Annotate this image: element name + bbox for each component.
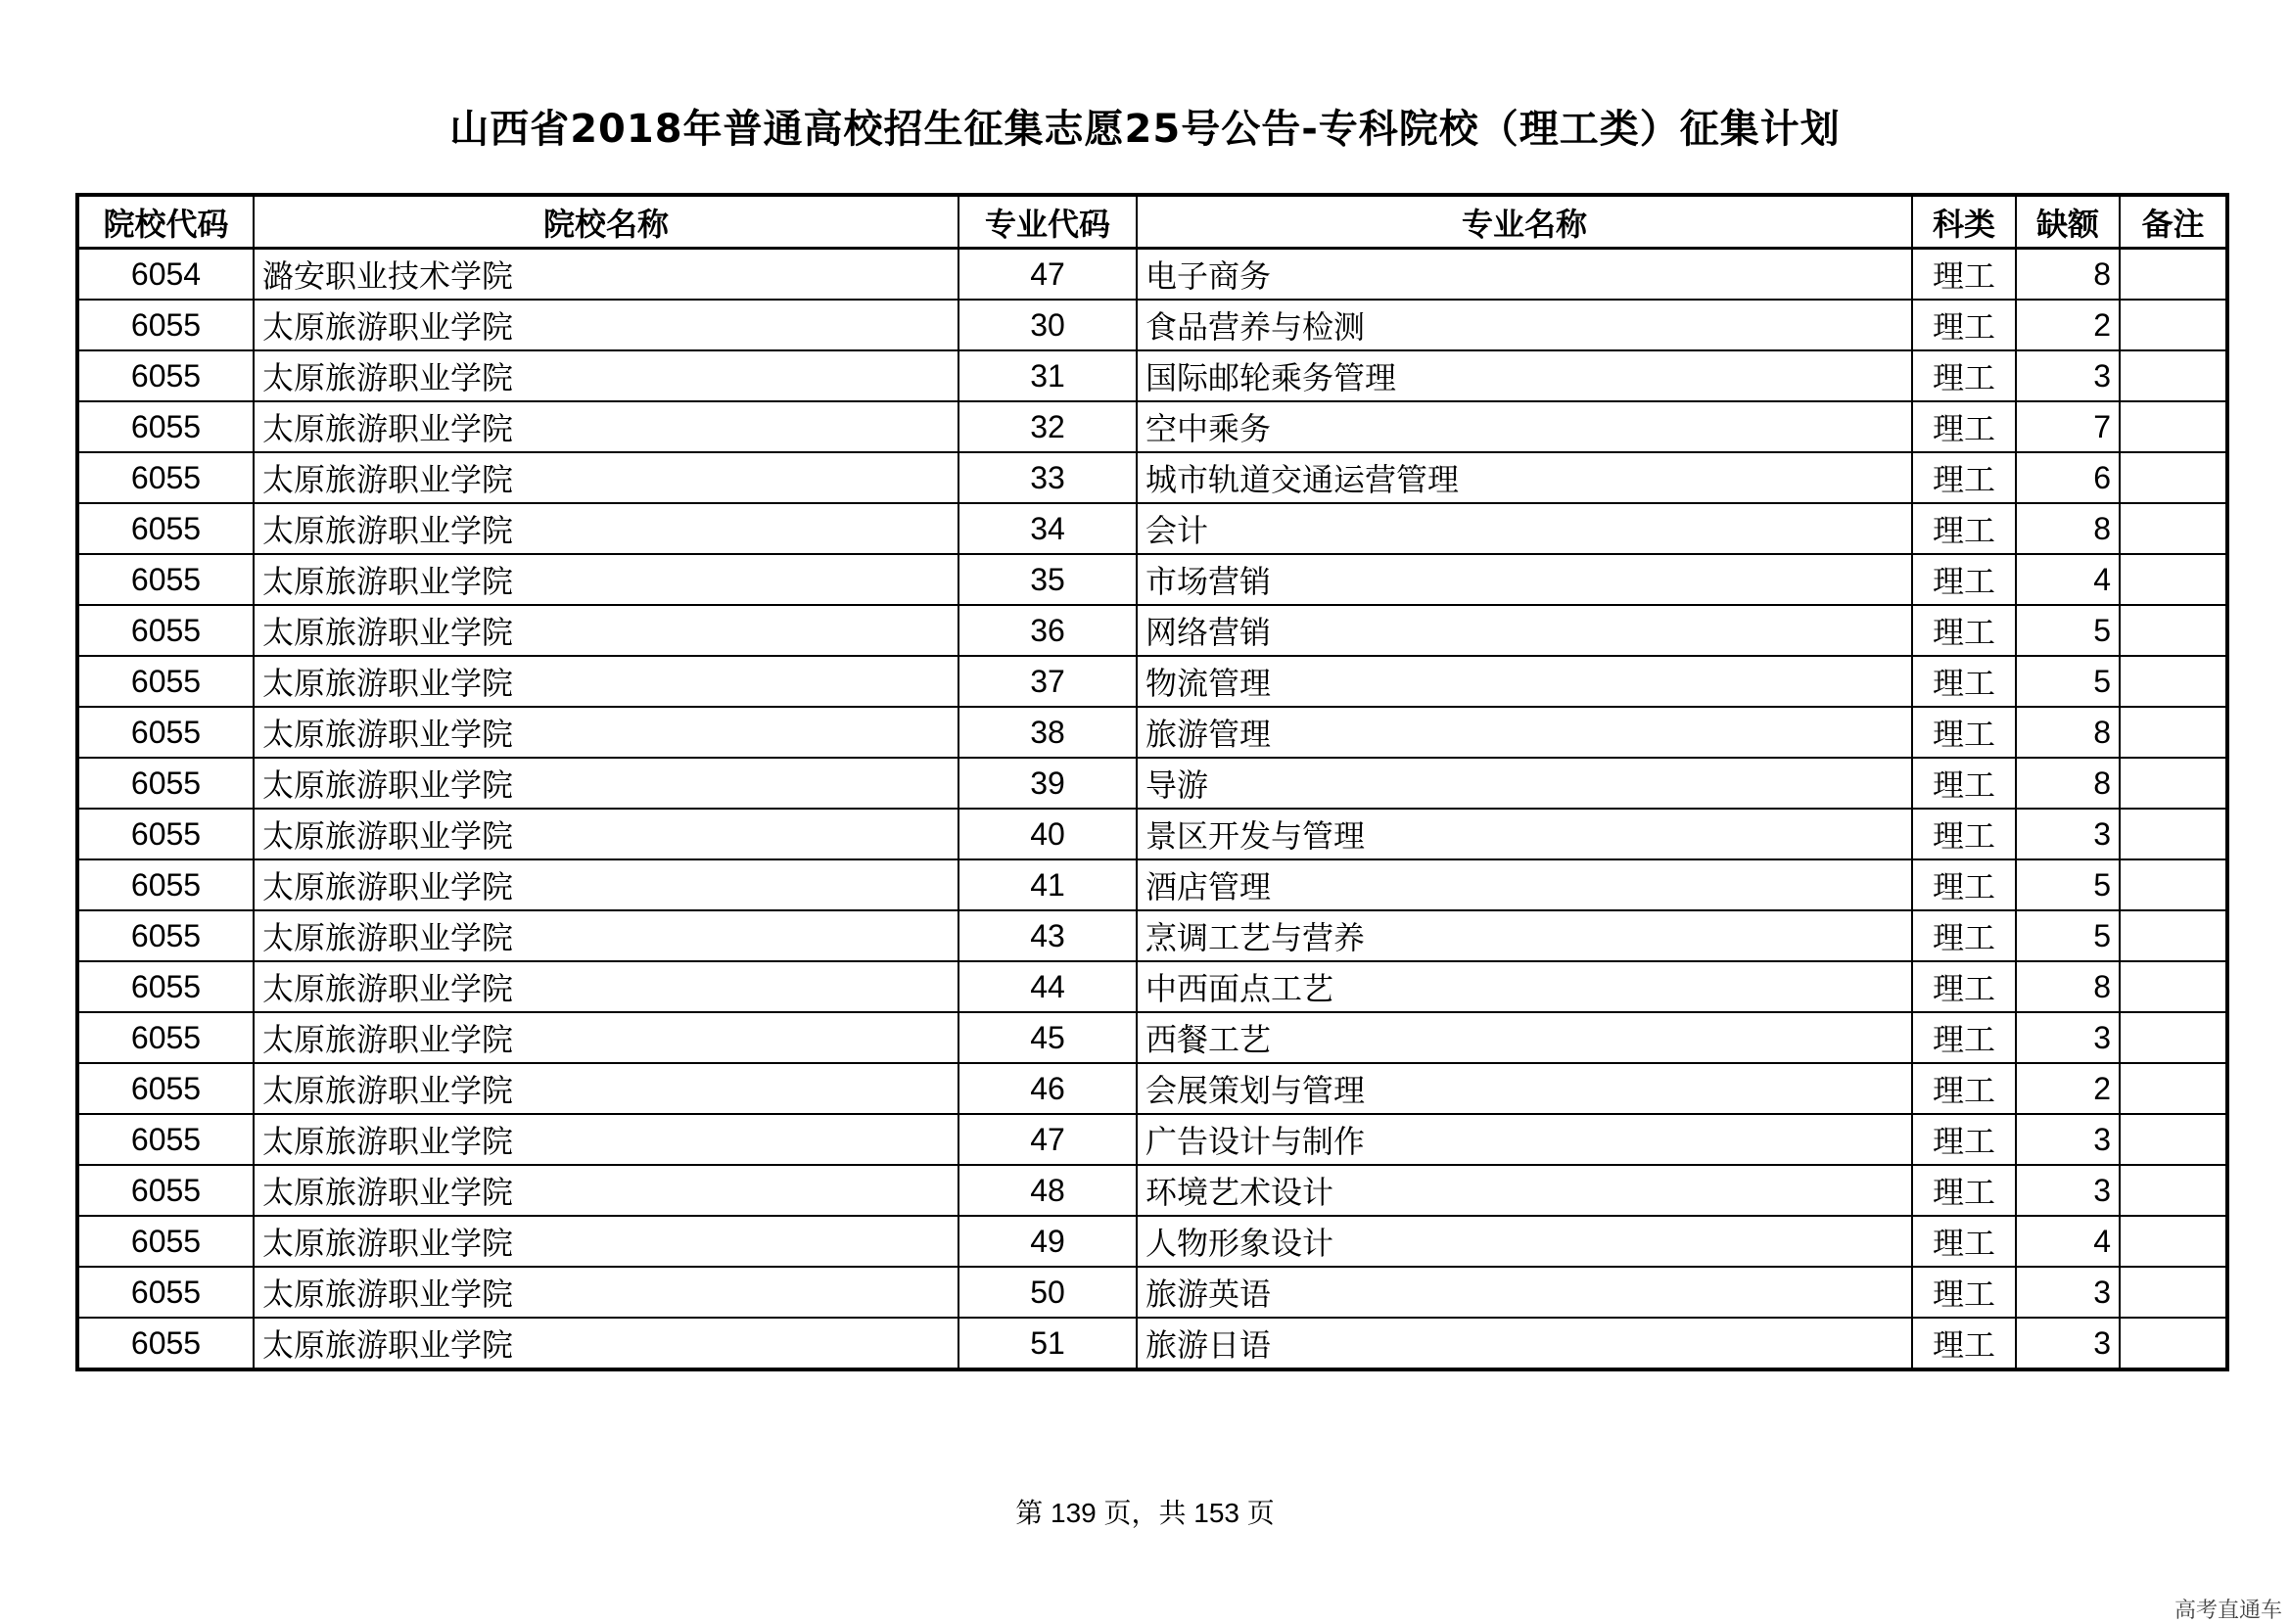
cell-major-name: 旅游管理 <box>1137 707 1912 758</box>
cell-category: 理工 <box>1912 554 2016 605</box>
cell-major-code: 49 <box>958 1216 1137 1267</box>
cell-vacancy: 2 <box>2016 1063 2120 1114</box>
cell-major-name: 会展策划与管理 <box>1137 1063 1912 1114</box>
cell-remark <box>2120 961 2227 1012</box>
cell-remark <box>2120 910 2227 961</box>
header-school-code: 院校代码 <box>77 195 254 249</box>
cell-major-name: 电子商务 <box>1137 249 1912 301</box>
cell-category: 理工 <box>1912 1318 2016 1369</box>
cell-vacancy: 5 <box>2016 605 2120 656</box>
cell-school-name: 太原旅游职业学院 <box>254 1318 958 1369</box>
cell-school-code: 6054 <box>77 249 254 301</box>
cell-remark <box>2120 554 2227 605</box>
table-row <box>77 401 2227 452</box>
cell-remark <box>2120 859 2227 910</box>
cell-major-code: 34 <box>958 503 1137 554</box>
cell-major-code: 45 <box>958 1012 1137 1063</box>
cell-remark <box>2120 1114 2227 1165</box>
cell-category: 理工 <box>1912 707 2016 758</box>
table-row <box>77 300 2227 350</box>
cell-category: 理工 <box>1912 1267 2016 1318</box>
cell-school-code: 6055 <box>77 758 254 809</box>
cell-category: 理工 <box>1912 1165 2016 1216</box>
cell-major-name: 酒店管理 <box>1137 859 1912 910</box>
cell-category: 理工 <box>1912 758 2016 809</box>
cell-major-name: 景区开发与管理 <box>1137 809 1912 859</box>
cell-vacancy: 5 <box>2016 656 2120 707</box>
cell-major-code: 38 <box>958 707 1137 758</box>
cell-vacancy: 6 <box>2016 452 2120 503</box>
cell-school-code: 6055 <box>77 656 254 707</box>
cell-school-code: 6055 <box>77 1165 254 1216</box>
cell-major-code: 48 <box>958 1165 1137 1216</box>
cell-category: 理工 <box>1912 910 2016 961</box>
cell-vacancy: 8 <box>2016 503 2120 554</box>
table-row <box>77 503 2227 554</box>
cell-school-name: 潞安职业技术学院 <box>254 249 958 301</box>
table-row <box>77 452 2227 503</box>
header-category: 科类 <box>1912 195 2016 249</box>
cell-school-code: 6055 <box>77 910 254 961</box>
cell-vacancy: 3 <box>2016 1318 2120 1369</box>
cell-school-code: 6055 <box>77 961 254 1012</box>
cell-vacancy: 3 <box>2016 1012 2120 1063</box>
watermark: 高考直通车 <box>2173 1599 2282 1623</box>
cell-major-name: 人物形象设计 <box>1137 1216 1912 1267</box>
cell-remark <box>2120 758 2227 809</box>
cell-vacancy: 5 <box>2016 859 2120 910</box>
cell-school-code: 6055 <box>77 1063 254 1114</box>
cell-remark <box>2120 1318 2227 1369</box>
cell-school-code: 6055 <box>77 1267 254 1318</box>
table-row <box>77 809 2227 859</box>
cell-major-name: 食品营养与检测 <box>1137 300 1912 350</box>
cell-remark <box>2120 656 2227 707</box>
cell-remark <box>2120 1063 2227 1114</box>
cell-school-code: 6055 <box>77 1318 254 1369</box>
cell-remark <box>2120 249 2227 301</box>
cell-major-name: 城市轨道交通运营管理 <box>1137 452 1912 503</box>
cell-vacancy: 3 <box>2016 1267 2120 1318</box>
cell-vacancy: 4 <box>2016 554 2120 605</box>
cell-vacancy: 4 <box>2016 1216 2120 1267</box>
cell-vacancy: 7 <box>2016 401 2120 452</box>
cell-major-name: 空中乘务 <box>1137 401 1912 452</box>
cell-remark <box>2120 1012 2227 1063</box>
page-title: 山西省2018年普通高校招生征集志愿25号公告-专科院校（理工类）征集计划 <box>449 107 1841 152</box>
cell-category: 理工 <box>1912 809 2016 859</box>
cell-major-code: 43 <box>958 910 1137 961</box>
cell-major-code: 35 <box>958 554 1137 605</box>
table-row <box>77 1114 2227 1165</box>
cell-major-code: 47 <box>958 249 1137 301</box>
cell-school-code: 6055 <box>77 1216 254 1267</box>
table-header-row <box>77 195 2227 249</box>
header-major-name: 专业名称 <box>1137 195 1912 249</box>
cell-major-code: 33 <box>958 452 1137 503</box>
table-row <box>77 554 2227 605</box>
cell-category: 理工 <box>1912 503 2016 554</box>
cell-remark <box>2120 707 2227 758</box>
cell-major-name: 旅游英语 <box>1137 1267 1912 1318</box>
cell-category: 理工 <box>1912 859 2016 910</box>
table-row <box>77 1216 2227 1267</box>
cell-remark <box>2120 300 2227 350</box>
cell-school-code: 6055 <box>77 503 254 554</box>
cell-major-code: 44 <box>958 961 1137 1012</box>
enrollment-plan-table <box>75 193 2229 1371</box>
cell-category: 理工 <box>1912 656 2016 707</box>
table-row <box>77 758 2227 809</box>
cell-category: 理工 <box>1912 1012 2016 1063</box>
cell-vacancy: 5 <box>2016 910 2120 961</box>
cell-remark <box>2120 503 2227 554</box>
cell-school-name: 太原旅游职业学院 <box>254 809 958 859</box>
cell-category: 理工 <box>1912 401 2016 452</box>
page-footer: 第 139 页，共 153 页 <box>1015 1498 1275 1528</box>
cell-major-name: 国际邮轮乘务管理 <box>1137 350 1912 401</box>
cell-school-name: 太原旅游职业学院 <box>254 656 958 707</box>
table-row <box>77 707 2227 758</box>
table-row <box>77 1318 2227 1369</box>
cell-remark <box>2120 401 2227 452</box>
cell-school-code: 6055 <box>77 809 254 859</box>
cell-major-code: 36 <box>958 605 1137 656</box>
table-row <box>77 910 2227 961</box>
cell-school-code: 6055 <box>77 554 254 605</box>
cell-remark <box>2120 809 2227 859</box>
cell-school-name: 太原旅游职业学院 <box>254 1063 958 1114</box>
cell-school-name: 太原旅游职业学院 <box>254 452 958 503</box>
table-row <box>77 1063 2227 1114</box>
cell-major-code: 32 <box>958 401 1137 452</box>
cell-category: 理工 <box>1912 1114 2016 1165</box>
cell-vacancy: 8 <box>2016 707 2120 758</box>
cell-category: 理工 <box>1912 249 2016 301</box>
table-row <box>77 605 2227 656</box>
cell-remark <box>2120 605 2227 656</box>
cell-school-name: 太原旅游职业学院 <box>254 1267 958 1318</box>
cell-major-name: 环境艺术设计 <box>1137 1165 1912 1216</box>
table-row <box>77 656 2227 707</box>
cell-category: 理工 <box>1912 1063 2016 1114</box>
cell-category: 理工 <box>1912 452 2016 503</box>
cell-school-code: 6055 <box>77 605 254 656</box>
cell-remark <box>2120 1216 2227 1267</box>
cell-category: 理工 <box>1912 350 2016 401</box>
cell-major-name: 广告设计与制作 <box>1137 1114 1912 1165</box>
cell-school-name: 太原旅游职业学院 <box>254 605 958 656</box>
cell-school-code: 6055 <box>77 859 254 910</box>
cell-category: 理工 <box>1912 605 2016 656</box>
cell-school-code: 6055 <box>77 300 254 350</box>
cell-school-name: 太原旅游职业学院 <box>254 1012 958 1063</box>
cell-school-name: 太原旅游职业学院 <box>254 300 958 350</box>
cell-major-code: 40 <box>958 809 1137 859</box>
cell-category: 理工 <box>1912 961 2016 1012</box>
cell-major-name: 网络营销 <box>1137 605 1912 656</box>
table-row <box>77 859 2227 910</box>
cell-major-code: 37 <box>958 656 1137 707</box>
cell-vacancy: 3 <box>2016 350 2120 401</box>
cell-vacancy: 3 <box>2016 809 2120 859</box>
cell-vacancy: 3 <box>2016 1114 2120 1165</box>
cell-major-name: 物流管理 <box>1137 656 1912 707</box>
cell-school-code: 6055 <box>77 350 254 401</box>
cell-school-code: 6055 <box>77 1012 254 1063</box>
cell-school-name: 太原旅游职业学院 <box>254 859 958 910</box>
cell-school-name: 太原旅游职业学院 <box>254 1165 958 1216</box>
table-row <box>77 961 2227 1012</box>
cell-major-code: 30 <box>958 300 1137 350</box>
cell-category: 理工 <box>1912 1216 2016 1267</box>
table-row <box>77 350 2227 401</box>
cell-school-name: 太原旅游职业学院 <box>254 707 958 758</box>
header-remark: 备注 <box>2120 195 2227 249</box>
cell-major-name: 导游 <box>1137 758 1912 809</box>
table-row <box>77 1267 2227 1318</box>
cell-major-code: 47 <box>958 1114 1137 1165</box>
cell-school-name: 太原旅游职业学院 <box>254 961 958 1012</box>
cell-major-code: 31 <box>958 350 1137 401</box>
cell-school-name: 太原旅游职业学院 <box>254 401 958 452</box>
table-row <box>77 249 2227 301</box>
cell-remark <box>2120 1267 2227 1318</box>
cell-remark <box>2120 452 2227 503</box>
cell-major-name: 旅游日语 <box>1137 1318 1912 1369</box>
cell-school-name: 太原旅游职业学院 <box>254 554 958 605</box>
cell-major-name: 烹调工艺与营养 <box>1137 910 1912 961</box>
cell-major-name: 西餐工艺 <box>1137 1012 1912 1063</box>
cell-vacancy: 2 <box>2016 300 2120 350</box>
cell-school-name: 太原旅游职业学院 <box>254 503 958 554</box>
cell-major-code: 41 <box>958 859 1137 910</box>
cell-school-code: 6055 <box>77 452 254 503</box>
cell-major-name: 中西面点工艺 <box>1137 961 1912 1012</box>
table-body <box>77 249 2227 1370</box>
cell-school-name: 太原旅游职业学院 <box>254 350 958 401</box>
cell-major-code: 39 <box>958 758 1137 809</box>
cell-major-code: 51 <box>958 1318 1137 1369</box>
table-row <box>77 1165 2227 1216</box>
header-major-code: 专业代码 <box>958 195 1137 249</box>
cell-vacancy: 8 <box>2016 961 2120 1012</box>
cell-school-name: 太原旅游职业学院 <box>254 758 958 809</box>
cell-vacancy: 3 <box>2016 1165 2120 1216</box>
cell-major-name: 市场营销 <box>1137 554 1912 605</box>
cell-school-code: 6055 <box>77 401 254 452</box>
cell-school-name: 太原旅游职业学院 <box>254 1216 958 1267</box>
cell-category: 理工 <box>1912 300 2016 350</box>
cell-remark <box>2120 1165 2227 1216</box>
cell-school-code: 6055 <box>77 1114 254 1165</box>
cell-school-name: 太原旅游职业学院 <box>254 910 958 961</box>
cell-major-code: 46 <box>958 1063 1137 1114</box>
cell-remark <box>2120 350 2227 401</box>
header-vacancy: 缺额 <box>2016 195 2120 249</box>
cell-vacancy: 8 <box>2016 249 2120 301</box>
cell-major-name: 会计 <box>1137 503 1912 554</box>
cell-major-code: 50 <box>958 1267 1137 1318</box>
header-school-name: 院校名称 <box>254 195 958 249</box>
cell-school-code: 6055 <box>77 707 254 758</box>
cell-school-name: 太原旅游职业学院 <box>254 1114 958 1165</box>
table-row <box>77 1012 2227 1063</box>
cell-vacancy: 8 <box>2016 758 2120 809</box>
